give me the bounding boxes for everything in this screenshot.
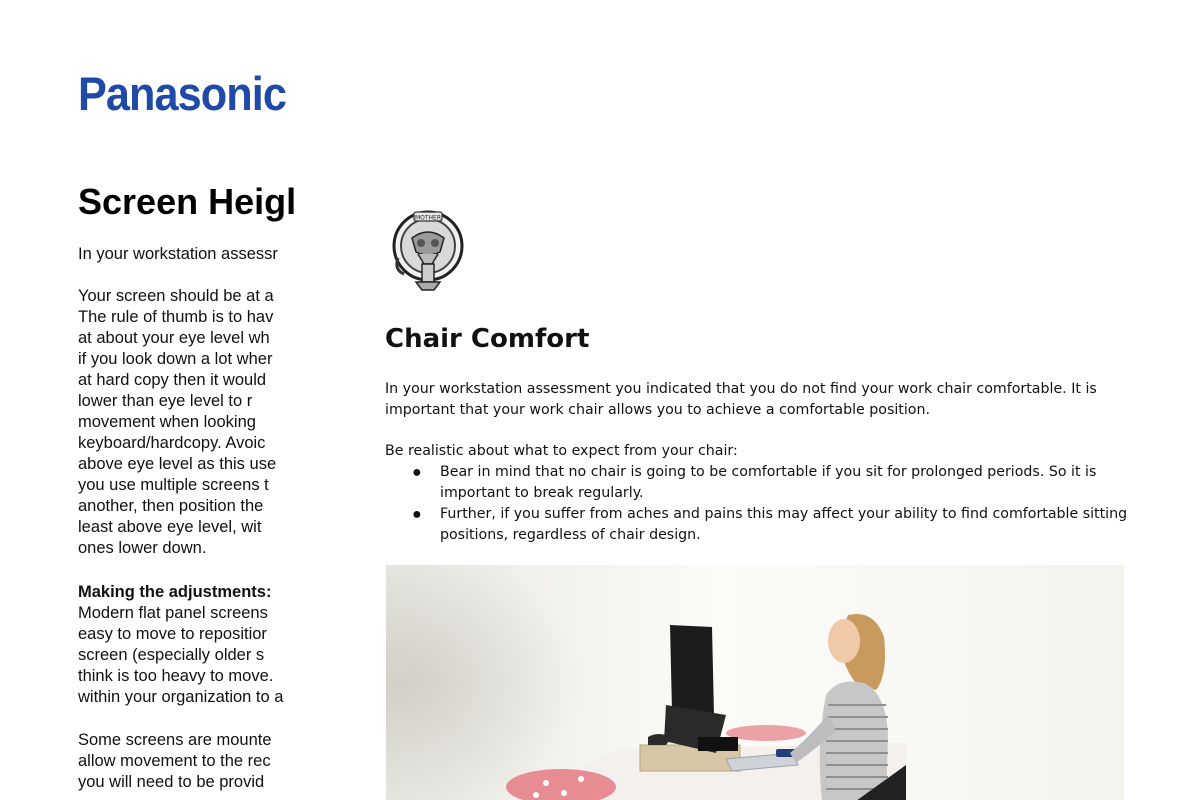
back-paragraph-line: The rule of thumb is to hav xyxy=(78,308,274,326)
back-paragraph-line: keyboard/hardcopy. Avoic xyxy=(78,434,266,452)
page-title: Chair Comfort xyxy=(385,324,590,354)
bullet-text-line: Bear in mind that no chair is going to be comfortable if you sit for prolonged periods. So it is xyxy=(440,464,1097,480)
back-paragraph-line: at about your eye level wh xyxy=(78,329,270,347)
back-paragraph-line: Some screens are mounte xyxy=(78,731,272,749)
back-paragraph-line: within your organization to a xyxy=(78,688,284,706)
back-paragraph-line: another, then position the xyxy=(78,497,264,515)
bullet-text-line: positions, regardless of chair design. xyxy=(440,527,701,543)
back-paragraph-line: easy to move to repositior xyxy=(78,625,267,643)
bullet-text-line: Further, if you suffer from aches and pains this may affect your ability to find comfortable sitting xyxy=(440,506,1128,522)
lead-in-text: Be realistic about what to expect from your chair: xyxy=(385,443,738,459)
intro-line: important that your work chair allows you to achieve a comfortable position. xyxy=(385,402,930,418)
back-paragraph-line: movement when looking xyxy=(78,413,256,431)
back-section-heading: Making the adjustments: xyxy=(78,583,272,601)
back-paragraph-line: least above eye level, wit xyxy=(78,518,262,536)
back-paragraph-line: screen (especially older s xyxy=(78,646,265,664)
back-paragraph-line: In your workstation assessr xyxy=(78,245,278,263)
clan-crest-icon xyxy=(388,208,468,298)
panasonic-logo: Panasonic xyxy=(78,67,287,120)
back-paragraph-line: if you look down a lot wher xyxy=(78,350,273,368)
bullet-text-line: important to break regularly. xyxy=(440,485,644,501)
back-paragraph-line: Modern flat panel screens xyxy=(78,604,268,622)
back-paragraph-line: you use multiple screens t xyxy=(78,476,269,494)
crest-motto: MOTHER xyxy=(414,214,442,222)
bullet-icon: ● xyxy=(412,506,422,523)
back-paragraph-line: you will need to be provid xyxy=(78,773,265,791)
back-paragraph-line: allow movement to the rec xyxy=(78,752,271,770)
intro-line: In your workstation assessment you indicated that you do not find your work chair comfortable. It is xyxy=(385,381,1097,397)
back-paragraph-line: lower than eye level to r xyxy=(78,392,253,410)
bullet-icon: ● xyxy=(412,464,422,481)
back-paragraph-line: above eye level as this use xyxy=(78,455,277,473)
back-paragraph-line: Your screen should be at a xyxy=(78,287,274,305)
chair-comfort-document xyxy=(300,0,1200,800)
back-paragraph-line: think is too heavy to move. xyxy=(78,667,274,685)
back-document-title: Screen Heigl xyxy=(78,181,297,222)
back-paragraph-line: at hard copy then it would xyxy=(78,371,267,389)
back-paragraph-line: ones lower down. xyxy=(78,539,207,557)
woman-at-laptop-desk-photo xyxy=(386,565,1124,800)
